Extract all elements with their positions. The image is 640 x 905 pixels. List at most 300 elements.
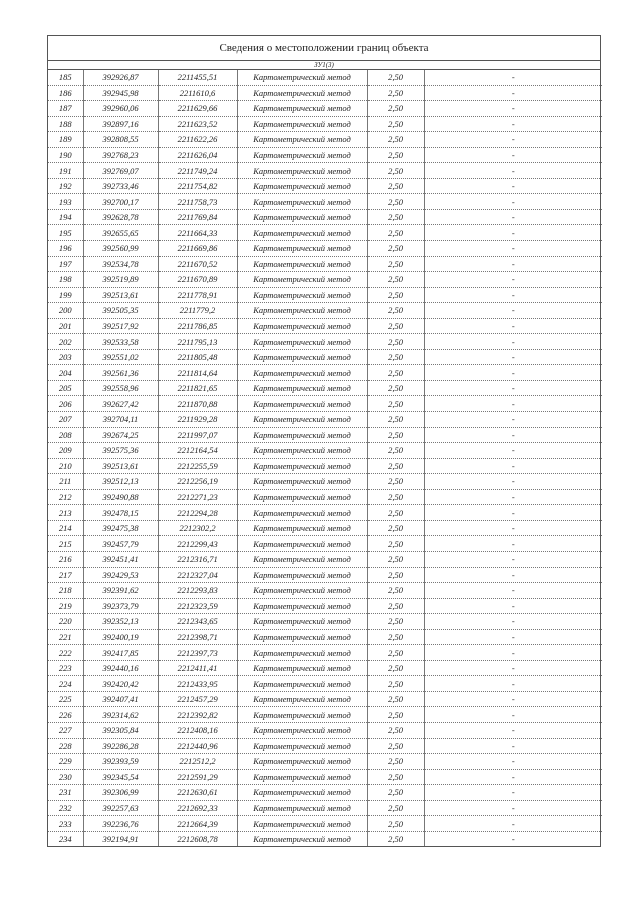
- description-cell: -: [424, 349, 602, 365]
- accuracy-cell: 2,50: [367, 443, 424, 459]
- document-title: Сведения о местоположении границ объекта: [48, 36, 600, 61]
- y-coordinate-cell: 2212293,83: [158, 583, 237, 599]
- accuracy-cell: 2,50: [367, 676, 424, 692]
- description-cell: -: [424, 147, 602, 163]
- table-row: [48, 85, 602, 101]
- accuracy-cell: 2,50: [367, 380, 424, 396]
- y-coordinate-cell: 2211821,65: [158, 380, 237, 396]
- point-number-cell: 215: [48, 536, 83, 552]
- accuracy-cell: 2,50: [367, 707, 424, 723]
- accuracy-cell: 2,50: [367, 505, 424, 521]
- y-coordinate-cell: 2211997,07: [158, 427, 237, 443]
- point-number-cell: 203: [48, 349, 83, 365]
- x-coordinate-cell: 392451,41: [83, 551, 158, 567]
- method-cell: Картометрический метод: [237, 505, 367, 521]
- method-cell: Картометрический метод: [237, 489, 367, 505]
- table-row: [48, 754, 602, 770]
- accuracy-cell: 2,50: [367, 256, 424, 272]
- table-row: [48, 598, 602, 614]
- description-cell: -: [424, 256, 602, 272]
- point-number-cell: 188: [48, 116, 83, 132]
- description-cell: -: [424, 738, 602, 754]
- table-body: [48, 70, 602, 846]
- x-coordinate-cell: 392407,41: [83, 691, 158, 707]
- method-cell: Картометрический метод: [237, 116, 367, 132]
- method-cell: Картометрический метод: [237, 831, 367, 846]
- accuracy-cell: 2,50: [367, 738, 424, 754]
- point-number-cell: 205: [48, 380, 83, 396]
- y-coordinate-cell: 2212392,82: [158, 707, 237, 723]
- point-number-cell: 229: [48, 754, 83, 770]
- method-cell: Картометрический метод: [237, 458, 367, 474]
- point-number-cell: 223: [48, 660, 83, 676]
- table-row: [48, 241, 602, 257]
- accuracy-cell: 2,50: [367, 101, 424, 117]
- point-number-cell: 232: [48, 800, 83, 816]
- table-row: [48, 101, 602, 117]
- description-cell: -: [424, 707, 602, 723]
- accuracy-cell: 2,50: [367, 614, 424, 630]
- table-row: [48, 567, 602, 583]
- table-row: [48, 303, 602, 319]
- table-row: [48, 132, 602, 148]
- table-row: [48, 785, 602, 801]
- point-number-cell: 217: [48, 567, 83, 583]
- accuracy-cell: 2,50: [367, 458, 424, 474]
- method-cell: Картометрический метод: [237, 365, 367, 381]
- x-coordinate-cell: 392558,96: [83, 380, 158, 396]
- method-cell: Картометрический метод: [237, 707, 367, 723]
- accuracy-cell: 2,50: [367, 287, 424, 303]
- table-row: [48, 70, 602, 85]
- y-coordinate-cell: 2212164,54: [158, 443, 237, 459]
- y-coordinate-cell: 2212255,59: [158, 458, 237, 474]
- description-cell: -: [424, 272, 602, 288]
- point-number-cell: 208: [48, 427, 83, 443]
- x-coordinate-cell: 392700,17: [83, 194, 158, 210]
- accuracy-cell: 2,50: [367, 520, 424, 536]
- method-cell: Картометрический метод: [237, 256, 367, 272]
- description-cell: -: [424, 303, 602, 319]
- table-row: [48, 396, 602, 412]
- table-row: [48, 287, 602, 303]
- accuracy-cell: 2,50: [367, 567, 424, 583]
- x-coordinate-cell: 392561,36: [83, 365, 158, 381]
- accuracy-cell: 2,50: [367, 660, 424, 676]
- x-coordinate-cell: 392808,55: [83, 132, 158, 148]
- x-coordinate-cell: 392345,54: [83, 769, 158, 785]
- description-cell: -: [424, 722, 602, 738]
- method-cell: Картометрический метод: [237, 474, 367, 490]
- method-cell: Картометрический метод: [237, 800, 367, 816]
- description-cell: -: [424, 85, 602, 101]
- table-row: [48, 474, 602, 490]
- x-coordinate-cell: 392628,78: [83, 209, 158, 225]
- table-row: [48, 458, 602, 474]
- y-coordinate-cell: 2211669,86: [158, 241, 237, 257]
- method-cell: Картометрический метод: [237, 443, 367, 459]
- y-coordinate-cell: 2212398,71: [158, 629, 237, 645]
- y-coordinate-cell: 2211670,89: [158, 272, 237, 288]
- x-coordinate-cell: 392305,84: [83, 722, 158, 738]
- description-cell: -: [424, 365, 602, 381]
- point-number-cell: 189: [48, 132, 83, 148]
- point-number-cell: 186: [48, 85, 83, 101]
- point-number-cell: 190: [48, 147, 83, 163]
- point-number-cell: 231: [48, 785, 83, 801]
- x-coordinate-cell: 392429,53: [83, 567, 158, 583]
- description-cell: -: [424, 458, 602, 474]
- accuracy-cell: 2,50: [367, 831, 424, 846]
- point-number-cell: 197: [48, 256, 83, 272]
- y-coordinate-cell: 2211805,48: [158, 349, 237, 365]
- y-coordinate-cell: 2212440,96: [158, 738, 237, 754]
- y-coordinate-cell: 2211455,51: [158, 70, 237, 85]
- x-coordinate-cell: 392393,59: [83, 754, 158, 770]
- accuracy-cell: 2,50: [367, 318, 424, 334]
- description-cell: -: [424, 645, 602, 661]
- description-cell: -: [424, 489, 602, 505]
- accuracy-cell: 2,50: [367, 116, 424, 132]
- point-number-cell: 191: [48, 163, 83, 179]
- y-coordinate-cell: 2211778,91: [158, 287, 237, 303]
- y-coordinate-cell: 2211629,66: [158, 101, 237, 117]
- table-row: [48, 225, 602, 241]
- accuracy-cell: 2,50: [367, 754, 424, 770]
- table-row: [48, 116, 602, 132]
- x-coordinate-cell: 392314,62: [83, 707, 158, 723]
- description-cell: -: [424, 691, 602, 707]
- point-number-cell: 225: [48, 691, 83, 707]
- x-coordinate-cell: 392768,23: [83, 147, 158, 163]
- description-cell: -: [424, 536, 602, 552]
- y-coordinate-cell: 2211786,85: [158, 318, 237, 334]
- y-coordinate-cell: 2212271,23: [158, 489, 237, 505]
- x-coordinate-cell: 392704,11: [83, 412, 158, 428]
- point-number-cell: 202: [48, 334, 83, 350]
- method-cell: Картометрический метод: [237, 691, 367, 707]
- description-cell: -: [424, 816, 602, 832]
- method-cell: Картометрический метод: [237, 722, 367, 738]
- accuracy-cell: 2,50: [367, 800, 424, 816]
- point-number-cell: 199: [48, 287, 83, 303]
- accuracy-cell: 2,50: [367, 194, 424, 210]
- y-coordinate-cell: 2212591,29: [158, 769, 237, 785]
- accuracy-cell: 2,50: [367, 163, 424, 179]
- method-cell: Картометрический метод: [237, 645, 367, 661]
- method-cell: Картометрический метод: [237, 660, 367, 676]
- x-coordinate-cell: 392513,61: [83, 458, 158, 474]
- table-row: [48, 831, 602, 846]
- x-coordinate-cell: 392352,13: [83, 614, 158, 630]
- y-coordinate-cell: 2212664,39: [158, 816, 237, 832]
- table-row: [48, 816, 602, 832]
- point-number-cell: 194: [48, 209, 83, 225]
- point-number-cell: 214: [48, 520, 83, 536]
- point-number-cell: 220: [48, 614, 83, 630]
- description-cell: -: [424, 132, 602, 148]
- point-number-cell: 204: [48, 365, 83, 381]
- description-cell: -: [424, 178, 602, 194]
- point-number-cell: 212: [48, 489, 83, 505]
- table-row: [48, 427, 602, 443]
- table-row: [48, 318, 602, 334]
- description-cell: -: [424, 551, 602, 567]
- table-row: [48, 583, 602, 599]
- method-cell: Картометрический метод: [237, 754, 367, 770]
- description-cell: -: [424, 614, 602, 630]
- method-cell: Картометрический метод: [237, 520, 367, 536]
- accuracy-cell: 2,50: [367, 536, 424, 552]
- accuracy-cell: 2,50: [367, 396, 424, 412]
- table-row: [48, 256, 602, 272]
- x-coordinate-cell: 392897,16: [83, 116, 158, 132]
- y-coordinate-cell: 2211929,28: [158, 412, 237, 428]
- y-coordinate-cell: 2212397,73: [158, 645, 237, 661]
- description-cell: -: [424, 225, 602, 241]
- method-cell: Картометрический метод: [237, 349, 367, 365]
- description-cell: -: [424, 785, 602, 801]
- y-coordinate-cell: 2212327,04: [158, 567, 237, 583]
- description-cell: -: [424, 101, 602, 117]
- accuracy-cell: 2,50: [367, 785, 424, 801]
- x-coordinate-cell: 392400,19: [83, 629, 158, 645]
- point-number-cell: 213: [48, 505, 83, 521]
- x-coordinate-cell: 392440,16: [83, 660, 158, 676]
- point-number-cell: 206: [48, 396, 83, 412]
- x-coordinate-cell: 392286,28: [83, 738, 158, 754]
- point-number-cell: 200: [48, 303, 83, 319]
- y-coordinate-cell: 2212408,16: [158, 722, 237, 738]
- method-cell: Картометрический метод: [237, 132, 367, 148]
- x-coordinate-cell: 392534,78: [83, 256, 158, 272]
- method-cell: Картометрический метод: [237, 785, 367, 801]
- y-coordinate-cell: 2211758,73: [158, 194, 237, 210]
- description-cell: -: [424, 598, 602, 614]
- description-cell: -: [424, 241, 602, 257]
- description-cell: -: [424, 754, 602, 770]
- table-row: [48, 209, 602, 225]
- description-cell: -: [424, 505, 602, 521]
- point-number-cell: 228: [48, 738, 83, 754]
- accuracy-cell: 2,50: [367, 412, 424, 428]
- table-row: [48, 380, 602, 396]
- description-cell: -: [424, 583, 602, 599]
- table-row: [48, 614, 602, 630]
- method-cell: Картометрический метод: [237, 178, 367, 194]
- accuracy-cell: 2,50: [367, 349, 424, 365]
- table-row: [48, 505, 602, 521]
- point-number-cell: 216: [48, 551, 83, 567]
- table-row: [48, 722, 602, 738]
- method-cell: Картометрический метод: [237, 536, 367, 552]
- x-coordinate-cell: 392945,98: [83, 85, 158, 101]
- y-coordinate-cell: 2211814,64: [158, 365, 237, 381]
- table-row: [48, 645, 602, 661]
- accuracy-cell: 2,50: [367, 272, 424, 288]
- description-cell: -: [424, 800, 602, 816]
- y-coordinate-cell: 2211626,04: [158, 147, 237, 163]
- x-coordinate-cell: 392674,25: [83, 427, 158, 443]
- point-number-cell: 218: [48, 583, 83, 599]
- y-coordinate-cell: 2212294,28: [158, 505, 237, 521]
- y-coordinate-cell: 2212343,65: [158, 614, 237, 630]
- x-coordinate-cell: 392512,13: [83, 474, 158, 490]
- x-coordinate-cell: 392373,79: [83, 598, 158, 614]
- x-coordinate-cell: 392236,76: [83, 816, 158, 832]
- point-number-cell: 221: [48, 629, 83, 645]
- y-coordinate-cell: 2212302,2: [158, 520, 237, 536]
- table-row: [48, 707, 602, 723]
- x-coordinate-cell: 392478,15: [83, 505, 158, 521]
- x-coordinate-cell: 392457,79: [83, 536, 158, 552]
- y-coordinate-cell: 2211795,13: [158, 334, 237, 350]
- x-coordinate-cell: 392733,46: [83, 178, 158, 194]
- table-row: [48, 349, 602, 365]
- table-row: [48, 800, 602, 816]
- point-number-cell: 185: [48, 70, 83, 85]
- point-number-cell: 222: [48, 645, 83, 661]
- x-coordinate-cell: 392551,02: [83, 349, 158, 365]
- method-cell: Картометрический метод: [237, 272, 367, 288]
- accuracy-cell: 2,50: [367, 489, 424, 505]
- accuracy-cell: 2,50: [367, 85, 424, 101]
- y-coordinate-cell: 2212608,78: [158, 831, 237, 846]
- description-cell: -: [424, 209, 602, 225]
- accuracy-cell: 2,50: [367, 691, 424, 707]
- x-coordinate-cell: 392475,38: [83, 520, 158, 536]
- table-row: [48, 178, 602, 194]
- accuracy-cell: 2,50: [367, 598, 424, 614]
- y-coordinate-cell: 2211670,52: [158, 256, 237, 272]
- point-number-cell: 230: [48, 769, 83, 785]
- description-cell: -: [424, 629, 602, 645]
- point-number-cell: 207: [48, 412, 83, 428]
- method-cell: Картометрический метод: [237, 101, 367, 117]
- method-cell: Картометрический метод: [237, 816, 367, 832]
- accuracy-cell: 2,50: [367, 551, 424, 567]
- accuracy-cell: 2,50: [367, 629, 424, 645]
- table-row: [48, 147, 602, 163]
- point-number-cell: 209: [48, 443, 83, 459]
- method-cell: Картометрический метод: [237, 380, 367, 396]
- x-coordinate-cell: 392533,58: [83, 334, 158, 350]
- section-subtitle: ЗУ1(3): [48, 61, 600, 70]
- accuracy-cell: 2,50: [367, 816, 424, 832]
- x-coordinate-cell: 392575,36: [83, 443, 158, 459]
- method-cell: Картометрический метод: [237, 598, 367, 614]
- table-row: [48, 163, 602, 179]
- x-coordinate-cell: 392194,91: [83, 831, 158, 846]
- method-cell: Картометрический метод: [237, 194, 367, 210]
- point-number-cell: 234: [58, 834, 72, 845]
- method-cell: Картометрический метод: [237, 567, 367, 583]
- table-row: [48, 676, 602, 692]
- x-coordinate-cell: 392490,88: [83, 489, 158, 505]
- point-number-cell: 187: [48, 101, 83, 117]
- table-row: [48, 365, 602, 381]
- x-coordinate-cell: 392769,07: [83, 163, 158, 179]
- description-cell: -: [424, 70, 602, 85]
- description-cell: -: [424, 396, 602, 412]
- method-cell: Картометрический метод: [237, 583, 367, 599]
- table-row: [48, 691, 602, 707]
- x-coordinate-cell: 392655,65: [83, 225, 158, 241]
- method-cell: Картометрический метод: [237, 614, 367, 630]
- y-coordinate-cell: 2211664,33: [158, 225, 237, 241]
- point-number-cell: 226: [48, 707, 83, 723]
- method-cell: Картометрический метод: [237, 427, 367, 443]
- x-coordinate-cell: 392391,62: [83, 583, 158, 599]
- x-coordinate-cell: 392627,42: [83, 396, 158, 412]
- y-coordinate-cell: 2212630,61: [158, 785, 237, 801]
- accuracy-cell: 2,50: [367, 769, 424, 785]
- table-row: [48, 769, 602, 785]
- description-cell: -: [424, 660, 602, 676]
- method-cell: Картометрический метод: [237, 769, 367, 785]
- coordinates-table: [48, 70, 602, 846]
- x-coordinate-cell: 392306,99: [83, 785, 158, 801]
- y-coordinate-cell: 2211749,24: [158, 163, 237, 179]
- y-coordinate-cell: 2211623,52: [158, 116, 237, 132]
- table-row: [48, 489, 602, 505]
- x-coordinate-cell: 392513,61: [83, 287, 158, 303]
- description-cell: -: [424, 116, 602, 132]
- x-coordinate-cell: 392926,87: [83, 70, 158, 85]
- table-row: [48, 520, 602, 536]
- y-coordinate-cell: 2212299,43: [158, 536, 237, 552]
- method-cell: Картометрический метод: [237, 209, 367, 225]
- method-cell: Картометрический метод: [237, 412, 367, 428]
- table-row: [48, 412, 602, 428]
- accuracy-cell: 2,50: [367, 70, 424, 85]
- x-coordinate-cell: 392505,35: [83, 303, 158, 319]
- method-cell: Картометрический метод: [237, 334, 367, 350]
- x-coordinate-cell: 392420,42: [83, 676, 158, 692]
- description-cell: -: [424, 380, 602, 396]
- x-coordinate-cell: 392960,06: [83, 101, 158, 117]
- boundary-table-sheet: [47, 35, 601, 847]
- method-cell: Картометрический метод: [237, 241, 367, 257]
- accuracy-cell: 2,50: [367, 427, 424, 443]
- point-number-cell: 211: [48, 474, 83, 490]
- accuracy-cell: 2,50: [367, 645, 424, 661]
- accuracy-cell: 2,50: [367, 209, 424, 225]
- y-coordinate-cell: 2212256,19: [158, 474, 237, 490]
- description-cell: -: [424, 676, 602, 692]
- description-cell: -: [424, 163, 602, 179]
- y-coordinate-cell: 2212323,59: [158, 598, 237, 614]
- table-row: [48, 194, 602, 210]
- x-coordinate-cell: 392257,63: [83, 800, 158, 816]
- y-coordinate-cell: 2212457,29: [158, 691, 237, 707]
- description-cell: -: [424, 474, 602, 490]
- method-cell: Картометрический метод: [237, 676, 367, 692]
- point-number-cell: 210: [48, 458, 83, 474]
- accuracy-cell: 2,50: [367, 178, 424, 194]
- point-number-cell: 196: [48, 241, 83, 257]
- point-number-cell: 193: [48, 194, 83, 210]
- x-coordinate-cell: 392519,89: [83, 272, 158, 288]
- description-cell: -: [424, 769, 602, 785]
- description-cell: -: [424, 287, 602, 303]
- accuracy-cell: 2,50: [367, 147, 424, 163]
- method-cell: Картометрический метод: [237, 163, 367, 179]
- x-coordinate-cell: 392560,99: [83, 241, 158, 257]
- y-coordinate-cell: 2212316,71: [158, 551, 237, 567]
- point-number-cell: 198: [48, 272, 83, 288]
- description-cell: -: [424, 427, 602, 443]
